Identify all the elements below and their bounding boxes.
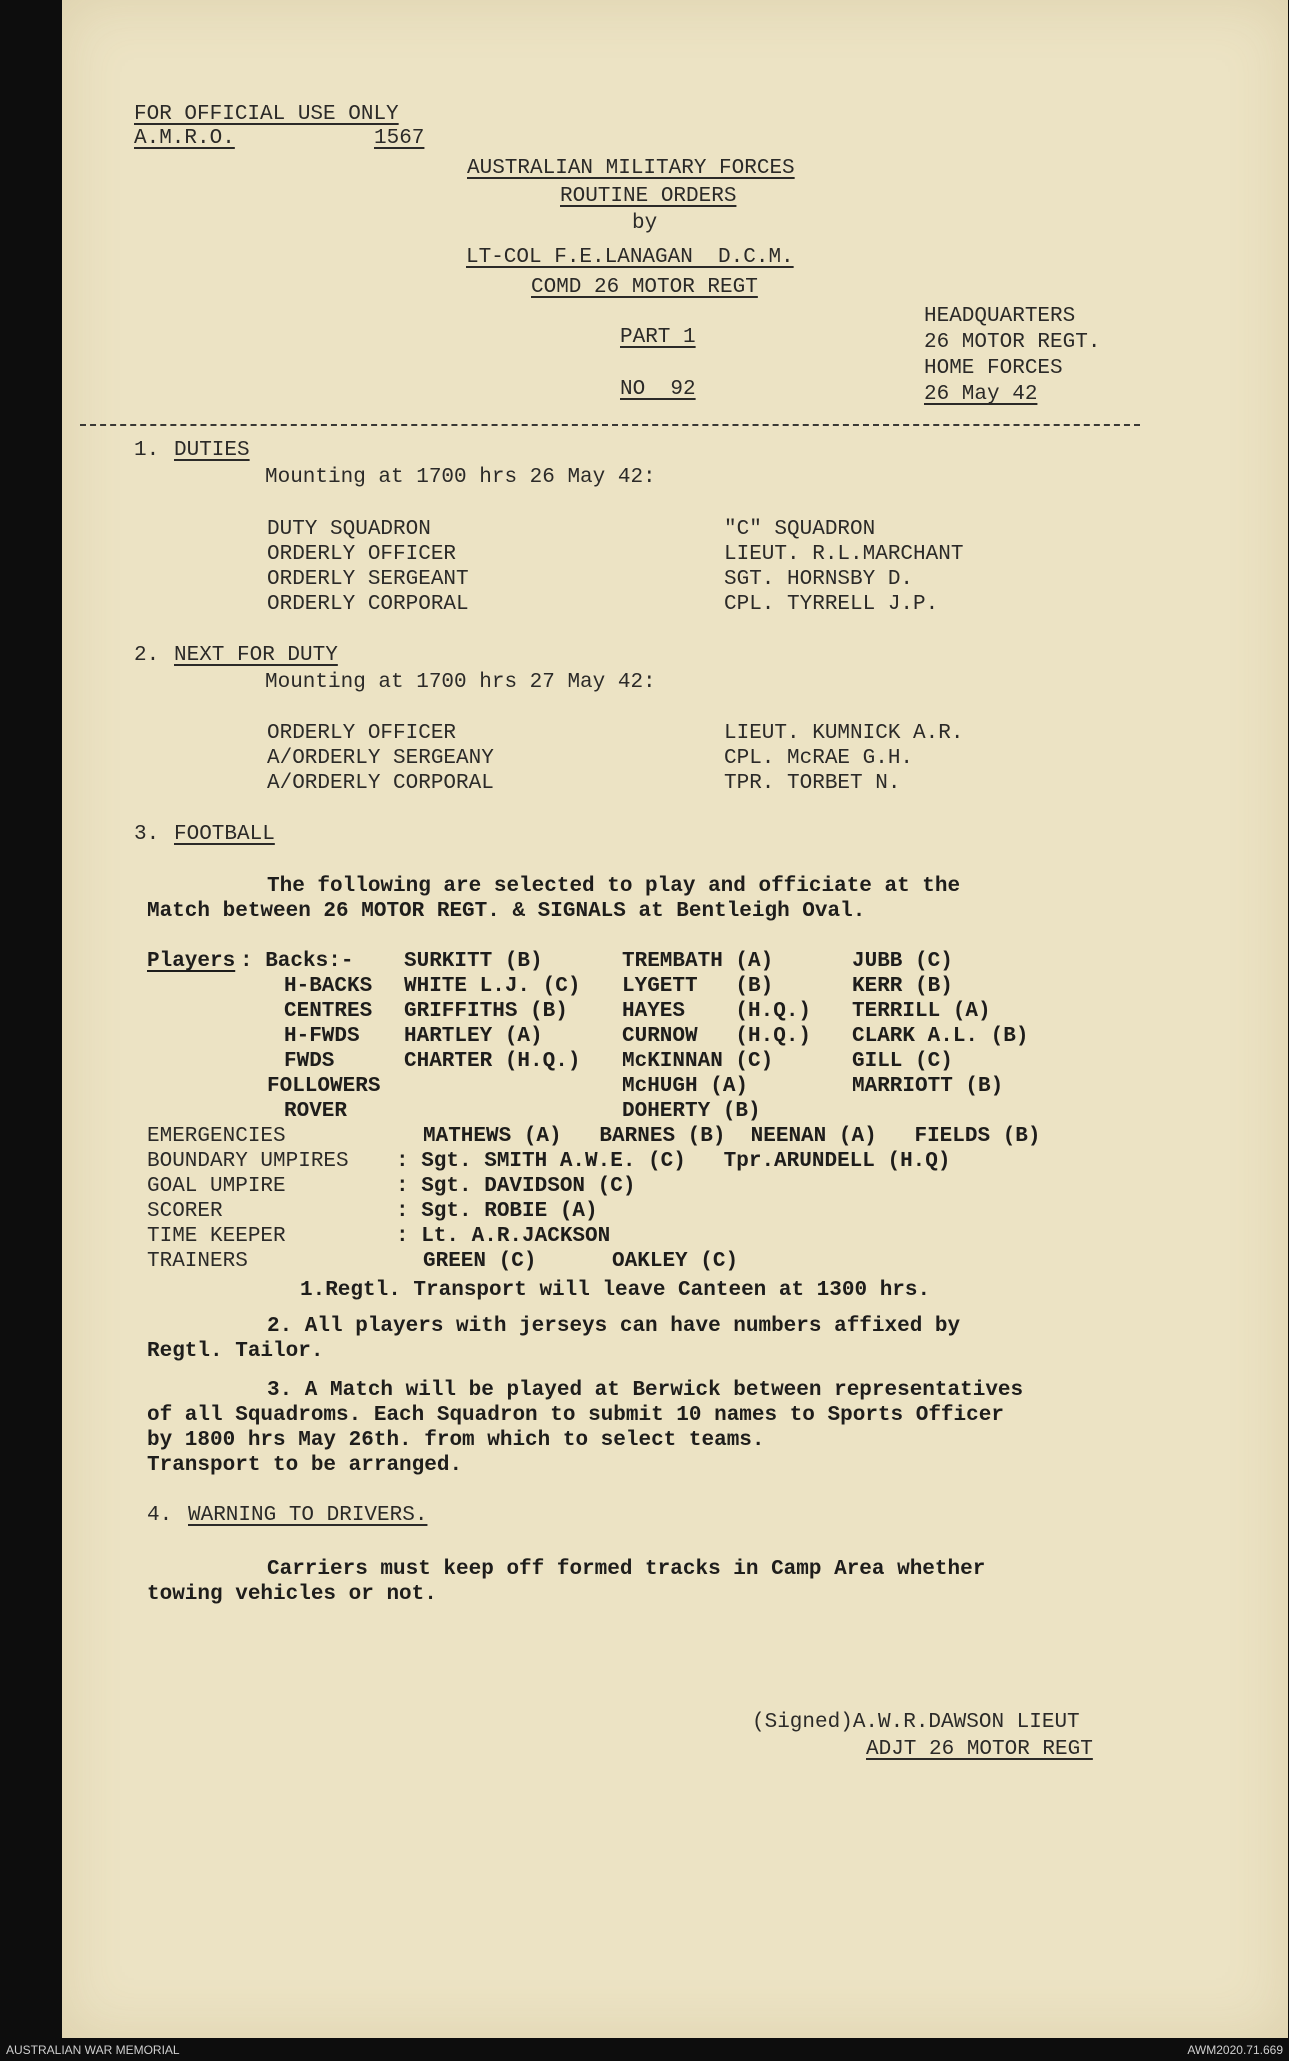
hq-line-1: HEADQUARTERS (924, 305, 1076, 328)
next-duty-role: A/ORDERLY CORPORAL (267, 772, 494, 795)
hq-line-3: HOME FORCES (924, 357, 1063, 380)
command-name: COMD 26 MOTOR REGT (531, 276, 758, 299)
hq-line-2: 26 MOTOR REGT. (924, 331, 1101, 354)
official-names: : Sgt. DAVIDSON (C) (396, 1175, 636, 1198)
duties-heading: DUTIES (174, 439, 250, 462)
player-name: GRIFFITHS (B) (404, 1000, 568, 1023)
duty-role: DUTY SQUADRON (267, 518, 431, 541)
player-position: H-BACKS (284, 975, 373, 998)
football-note-3-cont: by 1800 hrs May 26th. from which to select teams. (147, 1429, 765, 1452)
part-label: PART 1 (620, 326, 696, 349)
routine-orders-title: ROUTINE ORDERS (560, 185, 737, 208)
amro-number: 1567 (374, 127, 425, 150)
duty-role: ORDERLY CORPORAL (267, 593, 469, 616)
football-intro: The following are selected to play and officiate at the (267, 875, 961, 898)
football-note-3: 3. A Match will be played at Berwick between representatives (267, 1379, 1024, 1402)
official-role: TRAINERS (147, 1250, 248, 1273)
official-role: BOUNDARY UMPIRES (147, 1150, 349, 1173)
official-names: : Sgt. SMITH A.W.E. (C) Tpr.ARUNDELL (H.Q) (396, 1150, 951, 1173)
player-name: DOHERTY (B) (622, 1100, 761, 1123)
next-duty-name: CPL. McRAE G.H. (724, 747, 914, 770)
amro-label: A.M.R.O. (134, 127, 235, 150)
duty-name: SGT. HORNSBY D. (724, 568, 914, 591)
duties-mounting: Mounting at 1700 hrs 26 May 42: (265, 466, 656, 489)
football-number: 3. (134, 823, 160, 846)
official-names: : Lt. A.R.JACKSON (396, 1225, 611, 1248)
by-label: by (632, 212, 658, 235)
commander-name: LT-COL F.E.LANAGAN D.C.M. (466, 246, 794, 269)
player-name: TREMBATH (A) (622, 950, 774, 973)
next-duty-mounting: Mounting at 1700 hrs 27 May 42: (265, 671, 656, 694)
player-position: H-FWDS (284, 1025, 360, 1048)
duty-name: "C" SQUADRON (724, 518, 876, 541)
archive-footer (0, 2038, 1289, 2061)
player-name: CLARK A.L. (B) (852, 1025, 1029, 1048)
football-note-3-cont: of all Squadroms. Each Squadron to submit 10 names to Sports Officer (147, 1404, 1004, 1427)
org-title: AUSTRALIAN MILITARY FORCES (467, 157, 795, 180)
football-note-3-cont: Transport to be arranged. (147, 1454, 463, 1477)
player-name: SURKITT (B) (404, 950, 543, 973)
next-duty-heading: NEXT FOR DUTY (174, 644, 338, 667)
football-heading: FOOTBALL (174, 823, 275, 846)
football-intro: Match between 26 MOTOR REGT. & SIGNALS at Bentleigh Oval. (147, 900, 866, 923)
player-position: : Backs:- (240, 950, 354, 973)
player-name: McHUGH (A) (622, 1075, 749, 1098)
next-duty-role: ORDERLY OFFICER (267, 722, 457, 745)
football-note-1: 1.Regtl. Transport will leave Canteen at 1300 hrs. (300, 1279, 931, 1302)
archive-name: AUSTRALIAN WAR MEMORIAL (6, 2043, 180, 2057)
next-duty-name: LIEUT. KUMNICK A.R. (724, 722, 964, 745)
order-number: NO 92 (620, 378, 696, 401)
warning-text: Carriers must keep off formed tracks in Camp Area whether (267, 1558, 986, 1581)
duty-name: LIEUT. R.L.MARCHANT (724, 543, 964, 566)
duty-name: CPL. TYRRELL J.P. (724, 593, 939, 616)
player-position: FWDS (284, 1050, 335, 1073)
player-name: CHARTER (H.Q.) (404, 1050, 581, 1073)
header-divider (80, 424, 1140, 426)
warning-heading: WARNING TO DRIVERS. (188, 1504, 428, 1527)
player-name: CURNOW (H.Q.) (622, 1025, 812, 1048)
signature-line: (Signed)A.W.R.DAWSON LIEUT (752, 1711, 1080, 1734)
football-note-2-cont: Regtl. Tailor. (147, 1340, 324, 1363)
next-duty-number: 2. (134, 644, 160, 667)
player-name: KERR (B) (852, 975, 953, 998)
player-name: WHITE L.J. (C) (404, 975, 581, 998)
player-name: McKINNAN (C) (622, 1050, 774, 1073)
player-position: ROVER (284, 1100, 348, 1123)
player-name: HAYES (H.Q.) (622, 1000, 812, 1023)
official-role: TIME KEEPER (147, 1225, 286, 1248)
warning-number: 4. (147, 1504, 173, 1527)
hq-date: 26 May 42 (924, 383, 1038, 406)
player-position: FOLLOWERS (267, 1075, 381, 1098)
players-label: Players (147, 950, 236, 973)
official-role: SCORER (147, 1200, 223, 1223)
duties-number: 1. (134, 439, 160, 462)
archive-reference: AWM2020.71.669 (1187, 2043, 1283, 2057)
official-names: MATHEWS (A) BARNES (B) NEENAN (A) FIELDS (B) (423, 1125, 1041, 1148)
official-names: : Sgt. ROBIE (A) (396, 1200, 598, 1223)
official-role: EMERGENCIES (147, 1125, 286, 1148)
player-name: GILL (C) (852, 1050, 953, 1073)
next-duty-role: A/ORDERLY SERGEANY (267, 747, 494, 770)
player-position: CENTRES (284, 1000, 373, 1023)
duty-role: ORDERLY OFFICER (267, 543, 457, 566)
player-name: LYGETT (B) (622, 975, 774, 998)
warning-text-cont: towing vehicles or not. (147, 1583, 437, 1606)
player-name: HARTLEY (A) (404, 1025, 543, 1048)
player-name: TERRILL (A) (852, 1000, 991, 1023)
player-name: JUBB (C) (852, 950, 953, 973)
football-note-2: 2. All players with jerseys can have numbers affixed by (267, 1315, 961, 1338)
official-names: GREEN (C) OAKLEY (C) (423, 1250, 739, 1273)
signature-title: ADJT 26 MOTOR REGT (866, 1738, 1093, 1761)
document-page (62, 0, 1288, 2038)
next-duty-name: TPR. TORBET N. (724, 772, 901, 795)
player-name: MARRIOTT (B) (852, 1075, 1004, 1098)
restriction-label: FOR OFFICIAL USE ONLY (134, 103, 399, 126)
official-role: GOAL UMPIRE (147, 1175, 286, 1198)
duty-role: ORDERLY SERGEANT (267, 568, 469, 591)
